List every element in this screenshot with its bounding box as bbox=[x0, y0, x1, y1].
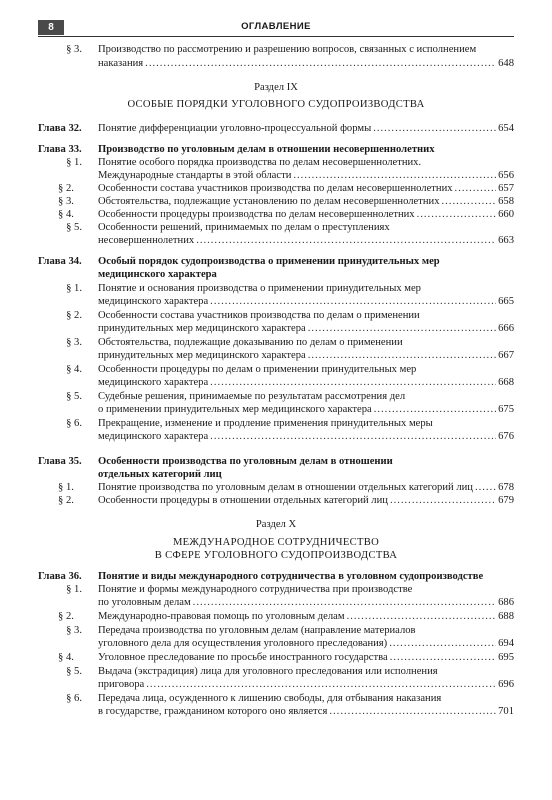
leader-dots bbox=[308, 322, 496, 335]
toc-entry bbox=[98, 349, 514, 362]
entry-text: медицинского характера bbox=[98, 431, 209, 442]
toc-entry bbox=[98, 57, 514, 70]
toc-entry bbox=[58, 417, 514, 430]
page-ref: 658 bbox=[498, 196, 514, 207]
leader-dots bbox=[442, 195, 497, 208]
page-ref: 660 bbox=[498, 209, 514, 220]
entry-text: Обстоятельства, подлежащие установлению по делам несовершеннолетних bbox=[98, 196, 440, 207]
toc-entry bbox=[58, 651, 514, 664]
leader-dots bbox=[308, 349, 496, 362]
leader-dots bbox=[417, 208, 497, 221]
toc-entry bbox=[98, 234, 514, 247]
entry-text: Прекращение, изменение и продление применения принудительных меры bbox=[98, 418, 433, 429]
entry-text: в государстве, гражданином которого оно является bbox=[98, 706, 328, 717]
page-ref: 657 bbox=[498, 183, 514, 194]
chapter-entry bbox=[38, 143, 514, 156]
entry-text: Международно-правовая помощь по уголовным делам bbox=[98, 611, 345, 622]
page-ref: 668 bbox=[498, 377, 514, 388]
entry-text: Производство по уголовным делам в отношении несовершеннолетних bbox=[98, 144, 435, 155]
section-number: § 4. bbox=[58, 209, 74, 220]
chapter-number: Глава 33. bbox=[38, 144, 82, 155]
section-number: § 3. bbox=[66, 44, 82, 55]
toc-entry bbox=[58, 195, 514, 208]
leader-dots bbox=[196, 234, 496, 247]
entry-text: Особенности решений, принимаемых по делам о преступлениях bbox=[98, 222, 390, 233]
toc-entry bbox=[58, 583, 514, 596]
page-ref: 666 bbox=[498, 323, 514, 334]
entry-text: Передача лица, осужденного к лишению свободы, для отбывания наказания bbox=[98, 693, 442, 704]
leader-dots bbox=[374, 403, 496, 416]
leader-dots bbox=[389, 637, 496, 650]
toc-entry bbox=[98, 596, 514, 609]
part-title: В СФЕРЕ УГОЛОВНОГО СУДОПРОИЗВОДСТВА bbox=[154, 550, 398, 561]
leader-dots bbox=[145, 57, 496, 70]
entry-text: Особенности процедуры по делам о применении принудительных мер bbox=[98, 364, 417, 375]
entry-text: принудительных мер медицинского характера bbox=[98, 350, 306, 361]
toc-entry bbox=[58, 665, 514, 678]
section-number: § 3. bbox=[66, 625, 82, 636]
leader-dots bbox=[146, 678, 496, 691]
toc-entry bbox=[58, 363, 514, 376]
entry-text: Понятие особого порядка производства по делам несовершеннолетних. bbox=[98, 157, 422, 168]
section-number: § 5. bbox=[66, 222, 82, 233]
section-number: § 6. bbox=[66, 693, 82, 704]
entry-text: Понятие производства по уголовным делам в отношении отдельных категорий лиц bbox=[98, 482, 473, 493]
leader-dots bbox=[390, 651, 496, 664]
entry-text: Международные стандарты в этой области bbox=[98, 170, 292, 181]
toc-entry bbox=[58, 624, 514, 637]
toc-entry bbox=[98, 403, 514, 416]
part-label: Раздел IX bbox=[254, 82, 298, 93]
entry-text: Понятие и основания производства о применении принудительных мер bbox=[98, 283, 421, 294]
leader-dots bbox=[329, 705, 496, 718]
toc-entry bbox=[58, 208, 514, 221]
section-number: § 2. bbox=[58, 495, 74, 506]
toc-entry bbox=[58, 282, 514, 295]
section-number: § 1. bbox=[66, 283, 82, 294]
leader-dots bbox=[210, 430, 496, 443]
entry-text: Особенности состава участников производства по делам о применении bbox=[98, 310, 420, 321]
section-number: § 5. bbox=[66, 391, 82, 402]
running-title: ОГЛАВЛЕНИЕ bbox=[241, 21, 311, 32]
page-header bbox=[38, 20, 514, 36]
page-ref: 694 bbox=[498, 638, 514, 649]
entry-text: уголовного дела для осуществления уголовного преследования) bbox=[98, 638, 388, 649]
leader-dots bbox=[293, 169, 496, 182]
page-ref: 688 bbox=[498, 611, 514, 622]
entry-text: Особенности процедуры в отношении отдельных категорий лиц bbox=[98, 495, 388, 506]
section-number: § 2. bbox=[58, 183, 74, 194]
toc-entry bbox=[58, 182, 514, 195]
entry-text: Уголовное преследование по просьбе иностранного государства bbox=[98, 652, 388, 663]
section-number: § 2. bbox=[58, 611, 74, 622]
section-number: § 5. bbox=[66, 666, 82, 677]
page-ref: 676 bbox=[498, 431, 514, 442]
leader-dots bbox=[210, 376, 496, 389]
part-title: МЕЖДУНАРОДНОЕ СОТРУДНИЧЕСТВО bbox=[172, 537, 380, 548]
page-ref: 679 bbox=[498, 495, 514, 506]
toc-entry bbox=[58, 43, 514, 56]
toc-entry bbox=[98, 430, 514, 443]
entry-text: отдельных категорий лиц bbox=[98, 469, 222, 480]
header-rule bbox=[38, 36, 514, 37]
page-ref: 656 bbox=[498, 170, 514, 181]
chapter-number: Глава 36. bbox=[38, 571, 82, 582]
entry-text: Обстоятельства, подлежащие доказыванию по делам о применении bbox=[98, 337, 403, 348]
chapter-entry bbox=[38, 122, 514, 135]
toc-entry bbox=[58, 692, 514, 705]
toc-entry bbox=[58, 494, 514, 507]
section-number: § 4. bbox=[66, 364, 82, 375]
toc-entry bbox=[58, 390, 514, 403]
chapter-number: Глава 34. bbox=[38, 256, 82, 267]
page-ref: 701 bbox=[498, 706, 514, 717]
entry-text: Особенности производства по уголовным делам в отношении bbox=[98, 456, 393, 467]
page-number: 8 bbox=[38, 20, 64, 35]
leader-dots bbox=[455, 182, 497, 195]
toc-entry bbox=[98, 169, 514, 182]
entry-text: принудительных мер медицинского характера bbox=[98, 323, 306, 334]
entry-text: Понятие дифференциации уголовно-процессуальной формы bbox=[98, 123, 372, 134]
entry-text: Понятие и формы международного сотрудничества при производстве bbox=[98, 584, 413, 595]
entry-text: медицинского характера bbox=[98, 296, 209, 307]
page-ref: 663 bbox=[498, 235, 514, 246]
toc-entry bbox=[58, 156, 514, 169]
section-number: § 3. bbox=[66, 337, 82, 348]
part-label: Раздел X bbox=[255, 519, 297, 530]
chapter-entry bbox=[38, 455, 514, 468]
chapter-entry bbox=[38, 570, 514, 583]
leader-dots bbox=[373, 122, 496, 135]
toc-entry bbox=[98, 678, 514, 691]
section-number: § 2. bbox=[66, 310, 82, 321]
toc-entry bbox=[98, 705, 514, 718]
page-ref: 648 bbox=[498, 58, 514, 69]
entry-text: Производство по рассмотрению и разрешению вопросов, связанных с исполнением bbox=[98, 44, 477, 55]
entry-text: по уголовным делам bbox=[98, 597, 191, 608]
part-title: ОСОБЫЕ ПОРЯДКИ УГОЛОВНОГО СУДОПРОИЗВОДСТВА bbox=[127, 99, 425, 110]
entry-text: приговора bbox=[98, 679, 145, 690]
leader-dots bbox=[347, 610, 497, 623]
toc-entry bbox=[58, 309, 514, 322]
section-number: § 6. bbox=[66, 418, 82, 429]
toc-entry bbox=[98, 322, 514, 335]
toc-entry bbox=[58, 610, 514, 623]
section-number: § 4. bbox=[58, 652, 74, 663]
toc-entry bbox=[98, 295, 514, 308]
page-ref: 686 bbox=[498, 597, 514, 608]
section-number: § 1. bbox=[66, 584, 82, 595]
entry-text: несовершеннолетних bbox=[98, 235, 195, 246]
page-ref: 667 bbox=[498, 350, 514, 361]
entry-text: Особенности состава участников производства по делам несовершеннолетних bbox=[98, 183, 453, 194]
section-number: § 1. bbox=[66, 157, 82, 168]
entry-text: Выдача (экстрадиция) лица для уголовного преследования или исполнения bbox=[98, 666, 438, 677]
toc-entry bbox=[58, 481, 514, 494]
page-ref: 678 bbox=[498, 482, 514, 493]
section-number: § 3. bbox=[58, 196, 74, 207]
entry-text: Судебные решения, принимаемые по результатам рассмотрения дел bbox=[98, 391, 406, 402]
leader-dots bbox=[193, 596, 496, 609]
entry-text: о применении принудительных мер медицинского характера bbox=[98, 404, 372, 415]
entry-text: медицинского характера bbox=[98, 269, 217, 280]
section-number: § 1. bbox=[58, 482, 74, 493]
entry-text: Передача производства по уголовным делам (направление материалов bbox=[98, 625, 416, 636]
entry-text: Особенности процедуры производства по делам несовершеннолетних bbox=[98, 209, 415, 220]
page-ref: 695 bbox=[498, 652, 514, 663]
entry-text: Понятие и виды международного сотрудничества в уголовном судопроизводстве bbox=[98, 571, 484, 582]
page-ref: 654 bbox=[498, 123, 514, 134]
chapter-number: Глава 32. bbox=[38, 123, 82, 134]
leader-dots bbox=[475, 481, 496, 494]
page-ref: 696 bbox=[498, 679, 514, 690]
entry-text: наказания bbox=[98, 58, 144, 69]
chapter-entry bbox=[38, 255, 514, 268]
entry-text: медицинского характера bbox=[98, 377, 209, 388]
toc-entry bbox=[98, 376, 514, 389]
leader-dots bbox=[210, 295, 496, 308]
leader-dots bbox=[390, 494, 496, 507]
chapter-number: Глава 35. bbox=[38, 456, 82, 467]
toc-entry bbox=[98, 637, 514, 650]
entry-text: Особый порядок судопроизводства о применении принудительных мер bbox=[98, 256, 440, 267]
toc-entry bbox=[58, 336, 514, 349]
page-ref: 665 bbox=[498, 296, 514, 307]
page-ref: 675 bbox=[498, 404, 514, 415]
toc-entry bbox=[58, 221, 514, 234]
